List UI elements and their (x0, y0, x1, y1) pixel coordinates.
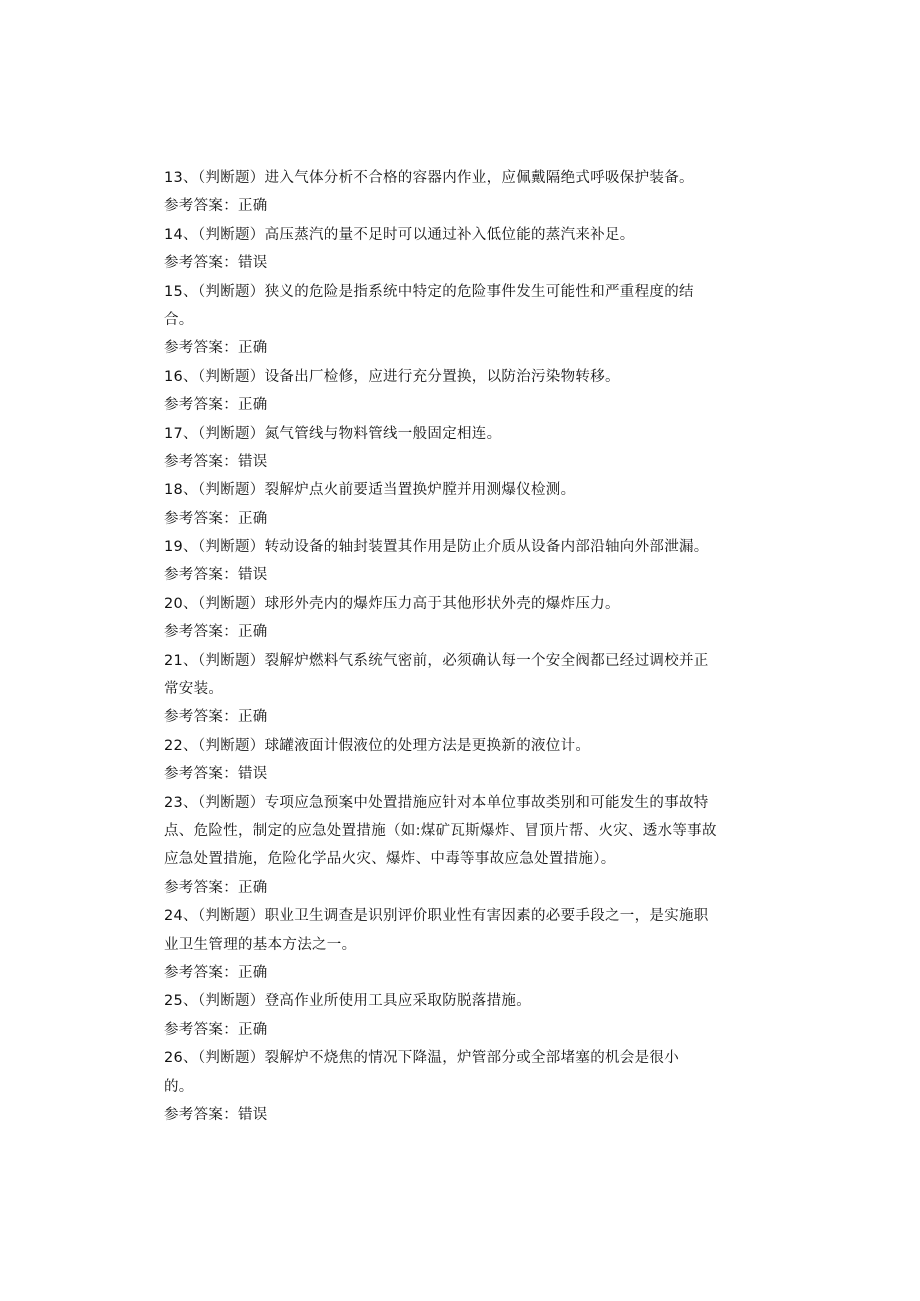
question-text-line: 的。 (164, 1078, 194, 1095)
answer-line: 参考答案：正确 (164, 709, 268, 726)
question-item (164, 732, 764, 789)
question-item (164, 590, 764, 647)
answer-line: 参考答案：正确 (164, 879, 268, 896)
question-item (164, 363, 764, 420)
question-text-line: 常安装。 (164, 681, 224, 698)
answer-line: 参考答案：错误 (164, 567, 268, 584)
question-text-line: 点、危险性，制定的应急处置措施（如:煤矿瓦斯爆炸、冒顶片帮、火灾、透水等事故 (164, 822, 717, 839)
question-text-line: 应急处置措施，危险化学品火灾、爆炸、中毒等事故应急处置措施）。 (164, 851, 616, 868)
question-text-line: 16、（判断题）设备出厂检修，应进行充分置换，以防治污染物转移。 (164, 368, 620, 385)
answer-line: 参考答案：错误 (164, 453, 268, 470)
question-item (164, 1044, 764, 1129)
answer-line: 参考答案：错误 (164, 255, 268, 272)
answer-line: 参考答案：错误 (164, 1106, 268, 1123)
question-text-line: 20、（判断题）球形外壳内的爆炸压力高于其他形状外壳的爆炸压力。 (164, 595, 620, 612)
question-item (164, 789, 764, 903)
question-list (164, 164, 764, 1129)
answer-line: 参考答案：错误 (164, 766, 268, 783)
question-text-line: 14、（判断题）高压蒸汽的量不足时可以通过补入低位能的蒸汽来补足。 (164, 226, 635, 243)
question-text-line: 21、（判断题）裂解炉燃料气系统气密前，必须确认每一个安全阀都已经过调校并正 (164, 652, 709, 669)
question-text-line: 18、（判断题）裂解炉点火前要适当置换炉膛并用测爆仪检测。 (164, 482, 576, 499)
question-text-line: 13、（判断题）进入气体分析不合格的容器内作业，应佩戴隔绝式呼吸保护装备。 (164, 170, 694, 186)
question-item (164, 647, 764, 732)
question-text-line: 23、（判断题）专项应急预案中处置措施应针对本单位事故类别和可能发生的事故特 (164, 794, 709, 811)
question-text-line: 24、（判断题）职业卫生调查是识别评价职业性有害因素的必要手段之一，是实施职 (164, 908, 709, 925)
question-text-line: 15、（判断题）狭义的危险是指系统中特定的危险事件发生可能性和严重程度的结 (164, 283, 694, 300)
question-text-line: 22、（判断题）球罐液面计假液位的处理方法是更换新的液位计。 (164, 737, 591, 754)
question-item (164, 278, 764, 363)
answer-line: 参考答案：正确 (164, 510, 268, 527)
question-item (164, 420, 764, 477)
question-item (164, 533, 764, 590)
answer-line: 参考答案：正确 (164, 397, 268, 414)
question-text-line: 25、（判断题）登高作业所使用工具应采取防脱落措施。 (164, 993, 531, 1010)
answer-line: 参考答案：正确 (164, 340, 268, 357)
answer-line: 参考答案：正确 (164, 198, 268, 215)
question-item (164, 164, 764, 221)
question-text-line: 合。 (164, 311, 194, 328)
answer-line: 参考答案：正确 (164, 624, 268, 641)
question-text-line: 17、（判断题）氮气管线与物料管线一般固定相连。 (164, 425, 502, 442)
question-item (164, 476, 764, 533)
question-item (164, 987, 764, 1044)
question-text-line: 26、（判断题）裂解炉不烧焦的情况下降温，炉管部分或全部堵塞的机会是很小 (164, 1050, 679, 1067)
answer-line: 参考答案：正确 (164, 1021, 268, 1038)
question-text-line: 业卫生管理的基本方法之一。 (164, 936, 357, 953)
question-text-line: 19、（判断题）转动设备的轴封装置其作用是防止介质从设备内部沿轴向外部泄漏。 (164, 539, 709, 556)
answer-line: 参考答案：正确 (164, 964, 268, 981)
question-item (164, 221, 764, 278)
question-item (164, 902, 764, 987)
